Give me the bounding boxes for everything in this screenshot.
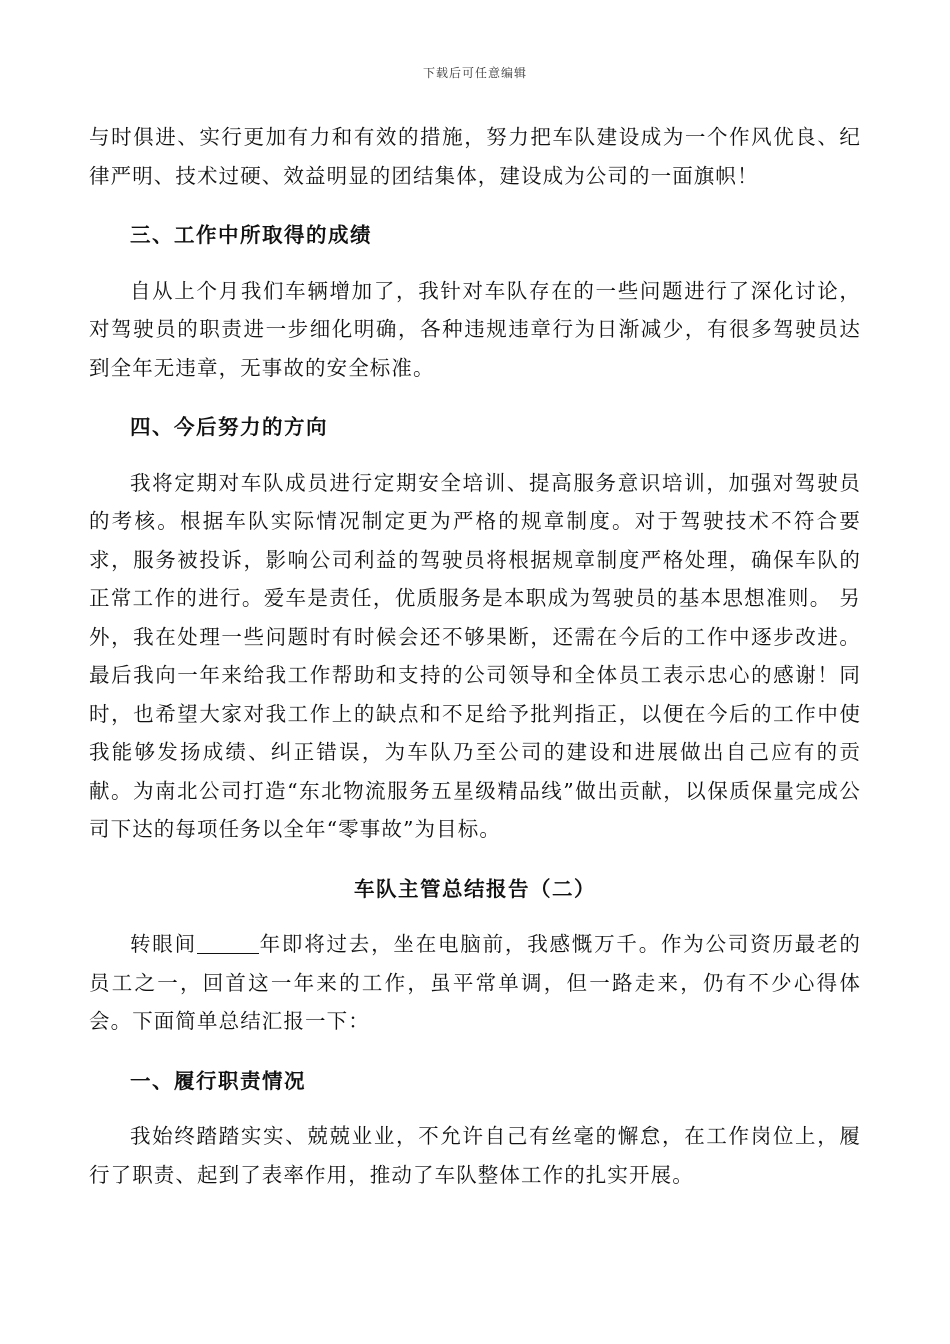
year-blank-underline: [197, 933, 259, 954]
intro-paragraph: 与时俱进、实行更加有力和有效的措施，努力把车队建设成为一个作风优良、纪律严明、技术过硬、效益明显的团结集体，建设成为公司的一面旗帜！: [89, 125, 861, 188]
section-heading-future-direction: 四、今后努力的方向: [130, 415, 328, 439]
report-title: 车队主管总结报告（二）: [354, 876, 596, 901]
report-intro-text-end: 年即将过去，坐在电脑前，我感慨万千。作为公司资历最老的员工之一，回首这一年来的工作，虽平常单调，但一路走来，仍有不少心得体会。下面简单总结汇报一下：: [89, 932, 861, 1033]
section-heading-achievements: 三、工作中所取得的成绩: [130, 223, 372, 247]
report-intro-paragraph: [89, 925, 861, 1041]
document-body: [89, 118, 861, 1194]
achievements-paragraph: 自从上个月我们车辆增加了，我针对车队存在的一些问题进行了深化讨论，对驾驶员的职责进一步细化明确，各种违规违章行为日渐减少，有很多驾驶员达到全年无违章，无事故的安全标准。: [89, 278, 861, 380]
page-header: 下载后可任意编辑: [422, 66, 527, 80]
report-intro-text-start: 转眼间: [130, 932, 197, 956]
duties-paragraph: 我始终踏踏实实、兢兢业业，不允许自己有丝毫的懈怠，在工作岗位上，履行了职责、起到了表率作用，推动了车队整体工作的扎实开展。: [89, 1124, 861, 1187]
section-heading-duties: 一、履行职责情况: [130, 1068, 306, 1093]
future-direction-paragraph: 我将定期对车队成员进行定期安全培训、提高服务意识培训，加强对驾驶员的考核。根据车队实际情况制定更为严格的规章制度。对于驾驶技术不符合要求，服务被投诉，影响公司利益的驾驶员将根据规章制度严格处理，确保车队的正常工作的进行。爱车是责任，优质服务是本职成为驾驶员的基本思想准则。 另外，我在处理一些问题时有时候会还不够果断，还需在今后的工作中逐步改进。最后我向一年来给我工作帮助和支持的公司领导和全体员工表示忠心的感谢！同时，也希望大家对我工作上的缺点和不足给予批判指正，以便在今后的工作中使我能够发扬成绩、纠正错误，为车队乃至公司的建设和进展做出自己应有的贡献。为南北公司打造“东北物流服务五星级精品线”做出贡献，以保质保量完成公司下达的每项任务以全年“零事故”为目标。: [89, 470, 861, 841]
